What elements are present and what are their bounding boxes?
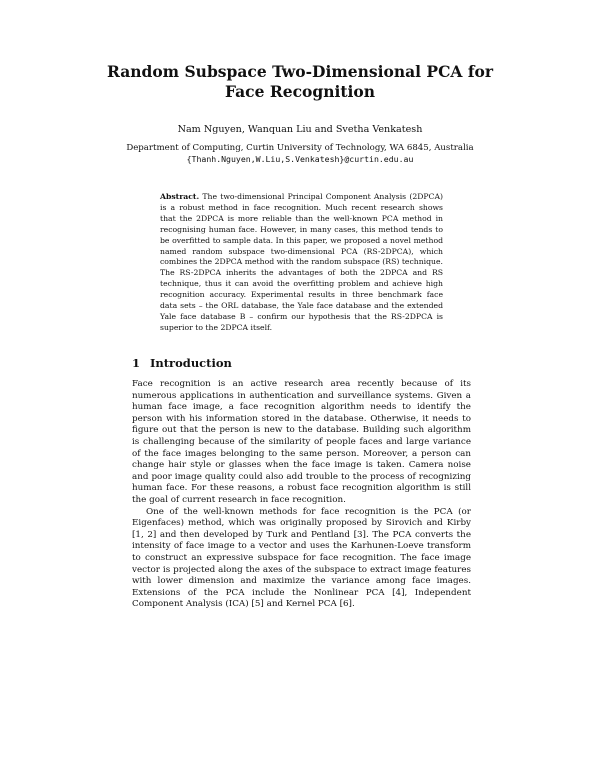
section-heading (132, 356, 232, 370)
title-line-1: Random Subspace Two-Dimensional PCA for (106, 62, 494, 81)
abstract (160, 192, 443, 334)
paragraph: One of the well-known methods for face recognition is the PCA (or Eigenfaces) method, which was originally proposed by Sirovich and Kirby [1, 2] and then developed by Turk and Pentland [3]. The PCA converts the intensity of face image to a vector and uses the Karhunen-Loeve transform to construct an expressive subspace for face recognition. The face image vector is projected along the axes of the subspace to extract image features with lower dimension and maximize the variance among face images. Extensions of the PCA include the Nonlinear PCA [4], Independent Component Analysis (ICA) [5] and Kernel PCA [6]. (132, 506, 471, 610)
affiliation-block (0, 143, 600, 165)
author-emails: {Thanh.Nguyen,W.Liu,S.Venkatesh}@curtin.edu.au (186, 154, 414, 164)
authors: Nam Nguyen, Wanquan Liu and Svetha Venkatesh (177, 124, 423, 135)
paragraph: Face recognition is an active research area recently because of its numerous applications in authentication and surveillance systems. Given a human face image, a face recognition algorithm needs to identify the person with his information stored in the database. Otherwise, it needs to figure out that the person is new to the database. Building such algorithm is challenging because of the similarity of people faces and large variance of the face images belonging to the same person. Moreover, a person can change hair style or glasses when the face image is taken. Camera noise and poor image quality could also add trouble to the process of recognizing human face. For these reasons, a robust face recognition algorithm is still the goal of current research in face recognition. (132, 379, 471, 505)
section-number: 1 (132, 356, 141, 370)
title-line-2: Face Recognition (224, 82, 376, 101)
section-title: Introduction (150, 356, 232, 370)
body-text (132, 379, 471, 611)
paper-title (0, 62, 600, 102)
abstract-label: Abstract. (160, 192, 200, 201)
abstract-text: The two-dimensional Principal Component Analysis (2DPCA) is a robust method in face recognition. Much recent research shows that the 2DPCA is more reliable than the well-known PCA method in recognising human face. However, in many cases, this method tends to be overfitted to sample data. In this paper, we proposed a novel method named random subspace two-dimensional PCA (RS-2DPCA), which combines the 2DPCA method with the random subspace (RS) technique. The RS-2DPCA inherits the advantages of both the 2DPCA and RS technique, thus it can avoid the overfitting problem and achieve high recognition accuracy. Experimental results in three benchmark face data sets – the ORL database, the Yale face database and the extended Yale face database B – confirm our hypothesis that the RS-2DPCA is superior to the 2DPCA itself. (160, 192, 443, 332)
affiliation: Department of Computing, Curtin University of Technology, WA 6845, Australia (126, 143, 474, 153)
